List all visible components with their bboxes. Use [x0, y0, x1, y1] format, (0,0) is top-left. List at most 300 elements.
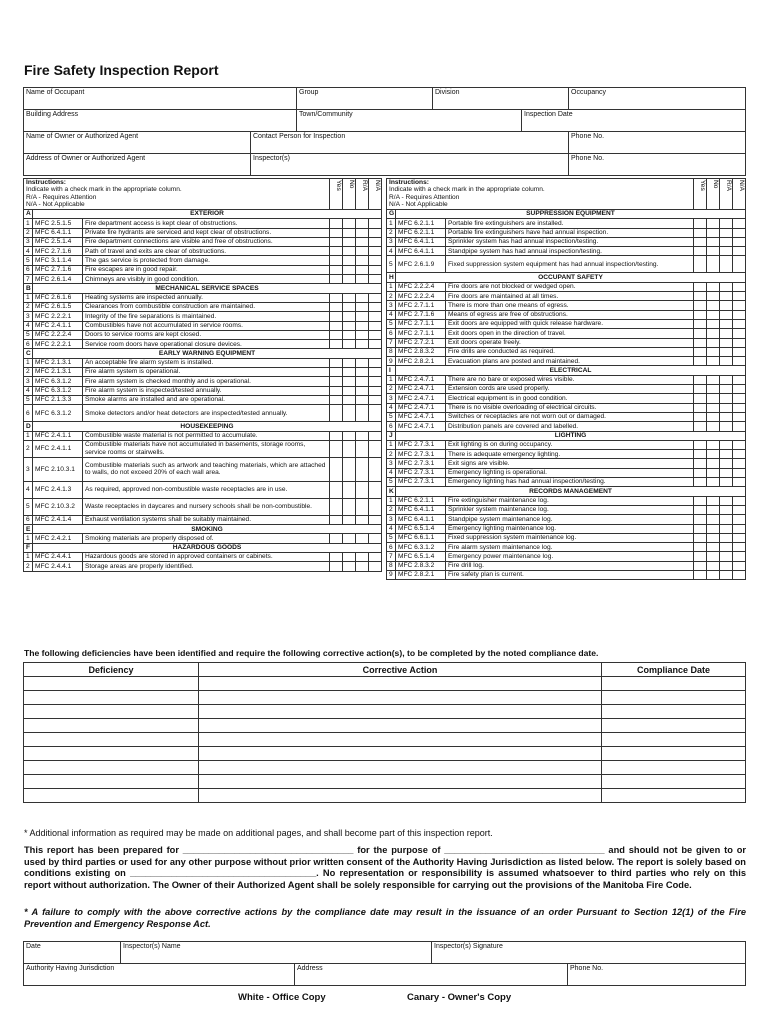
check-box-no[interactable] — [707, 256, 720, 273]
check-box-yes[interactable] — [694, 228, 707, 237]
compliance-date-cell[interactable] — [602, 719, 746, 733]
check-box-no[interactable] — [707, 468, 720, 477]
check-box-ra[interactable] — [356, 228, 369, 237]
check-box-no[interactable] — [343, 358, 356, 367]
check-box-yes[interactable] — [694, 347, 707, 356]
check-box-yes[interactable] — [330, 534, 343, 543]
check-box-ra[interactable] — [356, 340, 369, 349]
check-box-na[interactable] — [733, 247, 746, 256]
check-box-na[interactable] — [733, 505, 746, 514]
authority-field[interactable]: Authority Having Jurisdiction — [24, 964, 295, 986]
check-box-yes[interactable] — [694, 319, 707, 328]
check-box-ra[interactable] — [720, 478, 733, 487]
check-box-na[interactable] — [733, 543, 746, 552]
check-box-no[interactable] — [343, 431, 356, 440]
check-box-ra[interactable] — [356, 440, 369, 457]
check-box-na[interactable] — [733, 219, 746, 228]
checklist-row — [387, 385, 746, 394]
check-box-ra[interactable] — [720, 422, 733, 431]
inspector-signature-field[interactable]: Inspector(s) Signature — [432, 942, 746, 964]
check-box-no[interactable] — [343, 534, 356, 543]
check-box-no[interactable] — [343, 228, 356, 237]
check-box-no[interactable] — [343, 340, 356, 349]
check-box-no[interactable] — [707, 319, 720, 328]
check-box-yes[interactable] — [330, 431, 343, 440]
owner-name-field[interactable]: Name of Owner or Authorized Agent — [24, 132, 251, 154]
check-box-yes[interactable] — [694, 515, 707, 524]
check-box-ra[interactable] — [720, 329, 733, 338]
check-box-ra[interactable] — [720, 219, 733, 228]
group-field[interactable]: Group — [297, 88, 433, 110]
check-box-no[interactable] — [707, 357, 720, 366]
check-box-ra[interactable] — [720, 292, 733, 301]
check-box-yes[interactable] — [694, 450, 707, 459]
check-box-yes[interactable] — [694, 570, 707, 579]
check-box-ra[interactable] — [720, 505, 733, 514]
check-box-ra[interactable] — [720, 310, 733, 319]
check-box-yes[interactable] — [330, 265, 343, 274]
check-box-ra[interactable] — [720, 282, 733, 291]
compliance-date-cell[interactable] — [602, 677, 746, 691]
check-box-no[interactable] — [707, 543, 720, 552]
check-box-no[interactable] — [707, 459, 720, 468]
check-box-no[interactable] — [343, 386, 356, 395]
check-box-no[interactable] — [707, 533, 720, 542]
check-box-na[interactable] — [733, 357, 746, 366]
check-box-yes[interactable] — [330, 256, 343, 265]
compliance-date-cell[interactable] — [602, 733, 746, 747]
check-box-na[interactable] — [733, 422, 746, 431]
check-box-na[interactable] — [733, 282, 746, 291]
check-box-ra[interactable] — [720, 561, 733, 570]
check-box-na[interactable] — [369, 553, 382, 562]
check-box-na[interactable] — [369, 293, 382, 302]
check-box-no[interactable] — [343, 440, 356, 457]
check-box-no[interactable] — [343, 302, 356, 311]
check-box-na[interactable] — [733, 394, 746, 403]
check-box-na[interactable] — [369, 440, 382, 457]
check-box-ra[interactable] — [720, 403, 733, 412]
check-box-yes[interactable] — [694, 496, 707, 505]
check-box-na[interactable] — [369, 247, 382, 256]
check-box-yes[interactable] — [694, 329, 707, 338]
check-box-ra[interactable] — [356, 515, 369, 524]
division-field[interactable]: Division — [433, 88, 569, 110]
item-code: MFC 2.2.2.1 — [33, 340, 83, 349]
check-box-no[interactable] — [707, 338, 720, 347]
item-text: Fire drill log. — [446, 561, 694, 570]
occupancy-field[interactable]: Occupancy — [569, 88, 746, 110]
check-box-no[interactable] — [707, 403, 720, 412]
check-box-yes[interactable] — [694, 561, 707, 570]
check-box-ra[interactable] — [356, 368, 369, 377]
check-box-ra[interactable] — [720, 301, 733, 310]
check-box-ra[interactable] — [720, 570, 733, 579]
compliance-date-cell[interactable] — [602, 775, 746, 789]
corrective-action-cell[interactable] — [199, 775, 602, 789]
check-box-ra[interactable] — [720, 256, 733, 273]
check-box-no[interactable] — [707, 347, 720, 356]
check-box-yes[interactable] — [694, 459, 707, 468]
check-box-yes[interactable] — [694, 338, 707, 347]
owner-address-field[interactable]: Address of Owner or Authorized Agent — [24, 154, 251, 176]
check-box-yes[interactable] — [694, 301, 707, 310]
check-box-ra[interactable] — [356, 312, 369, 321]
check-box-na[interactable] — [733, 228, 746, 237]
check-box-ra[interactable] — [720, 385, 733, 394]
check-box-na[interactable] — [369, 312, 382, 321]
check-box-ra[interactable] — [720, 459, 733, 468]
check-box-no[interactable] — [343, 377, 356, 386]
check-box-na[interactable] — [369, 321, 382, 330]
check-box-yes[interactable] — [694, 237, 707, 246]
check-box-no[interactable] — [343, 237, 356, 246]
deficiency-cell[interactable] — [24, 691, 199, 705]
check-box-ra[interactable] — [356, 377, 369, 386]
check-box-yes[interactable] — [330, 219, 343, 228]
deficiency-cell[interactable] — [24, 719, 199, 733]
check-box-yes[interactable] — [330, 395, 343, 404]
check-box-na[interactable] — [733, 301, 746, 310]
check-box-ra[interactable] — [720, 412, 733, 421]
check-box-ra[interactable] — [720, 515, 733, 524]
check-box-yes[interactable] — [694, 524, 707, 533]
corrective-action-cell[interactable] — [199, 691, 602, 705]
check-box-no[interactable] — [707, 450, 720, 459]
check-box-no[interactable] — [343, 368, 356, 377]
section-title: RECORDS MANAGEMENT — [396, 487, 746, 496]
check-box-no[interactable] — [707, 237, 720, 246]
check-box-no[interactable] — [707, 219, 720, 228]
check-box-no[interactable] — [343, 457, 356, 481]
compliance-date-cell[interactable] — [602, 761, 746, 775]
date-field[interactable]: Date — [24, 942, 121, 964]
check-box-yes[interactable] — [330, 321, 343, 330]
check-box-no[interactable] — [343, 247, 356, 256]
check-box-yes[interactable] — [330, 368, 343, 377]
check-box-na[interactable] — [733, 237, 746, 246]
check-box-ra[interactable] — [720, 394, 733, 403]
check-box-ra[interactable] — [720, 533, 733, 542]
check-box-no[interactable] — [707, 301, 720, 310]
check-box-na[interactable] — [733, 338, 746, 347]
check-box-na[interactable] — [369, 340, 382, 349]
check-box-yes[interactable] — [694, 292, 707, 301]
check-box-no[interactable] — [343, 395, 356, 404]
check-box-yes[interactable] — [694, 310, 707, 319]
check-box-na[interactable] — [733, 515, 746, 524]
check-box-no[interactable] — [707, 552, 720, 561]
check-box-yes[interactable] — [694, 357, 707, 366]
check-box-ra[interactable] — [720, 237, 733, 246]
check-box-ra[interactable] — [356, 562, 369, 571]
check-box-yes[interactable] — [694, 505, 707, 514]
compliance-date-cell[interactable] — [602, 705, 746, 719]
corrective-action-cell[interactable] — [199, 733, 602, 747]
check-box-na[interactable] — [733, 403, 746, 412]
check-box-na[interactable] — [733, 347, 746, 356]
corrective-action-cell[interactable] — [199, 705, 602, 719]
check-box-ra[interactable] — [356, 265, 369, 274]
check-box-ra[interactable] — [720, 347, 733, 356]
check-box-na[interactable] — [369, 481, 382, 498]
inspection-date-field[interactable]: Inspection Date — [522, 110, 746, 132]
check-box-ra[interactable] — [356, 330, 369, 339]
check-box-yes[interactable] — [694, 256, 707, 273]
check-box-ra[interactable] — [720, 543, 733, 552]
check-box-na[interactable] — [369, 330, 382, 339]
check-box-yes[interactable] — [330, 247, 343, 256]
check-box-no[interactable] — [343, 330, 356, 339]
check-box-na[interactable] — [369, 386, 382, 395]
check-box-yes[interactable] — [330, 553, 343, 562]
check-box-yes[interactable] — [694, 375, 707, 384]
check-box-na[interactable] — [369, 256, 382, 265]
check-box-yes[interactable] — [694, 478, 707, 487]
check-box-ra[interactable] — [720, 440, 733, 449]
check-box-ra[interactable] — [356, 237, 369, 246]
corrective-action-cell[interactable] — [199, 719, 602, 733]
check-box-ra[interactable] — [356, 405, 369, 422]
check-box-yes[interactable] — [694, 412, 707, 421]
check-box-na[interactable] — [733, 375, 746, 384]
deficiency-cell[interactable] — [24, 775, 199, 789]
check-box-yes[interactable] — [330, 330, 343, 339]
check-box-ra[interactable] — [356, 247, 369, 256]
check-box-na[interactable] — [369, 562, 382, 571]
check-box-na[interactable] — [733, 329, 746, 338]
check-box-na[interactable] — [733, 440, 746, 449]
check-box-no[interactable] — [707, 247, 720, 256]
check-box-no[interactable] — [343, 405, 356, 422]
check-box-no[interactable] — [707, 310, 720, 319]
check-box-yes[interactable] — [694, 422, 707, 431]
check-box-yes[interactable] — [330, 237, 343, 246]
check-box-ra[interactable] — [720, 552, 733, 561]
check-box-yes[interactable] — [694, 394, 707, 403]
check-box-yes[interactable] — [694, 403, 707, 412]
check-box-no[interactable] — [707, 496, 720, 505]
check-box-na[interactable] — [369, 237, 382, 246]
check-box-na[interactable] — [733, 561, 746, 570]
check-box-yes[interactable] — [330, 515, 343, 524]
check-box-yes[interactable] — [694, 440, 707, 449]
check-box-ra[interactable] — [356, 386, 369, 395]
check-box-yes[interactable] — [330, 440, 343, 457]
name-of-occupant-field[interactable]: Name of Occupant — [24, 88, 297, 110]
item-number: 2 — [24, 562, 33, 571]
check-box-no[interactable] — [707, 282, 720, 291]
deficiency-cell[interactable] — [24, 733, 199, 747]
check-box-yes[interactable] — [694, 219, 707, 228]
deficiency-cell[interactable] — [24, 705, 199, 719]
corrective-action-cell[interactable] — [199, 761, 602, 775]
check-box-yes[interactable] — [330, 358, 343, 367]
check-box-na[interactable] — [733, 468, 746, 477]
inspector-name-field[interactable]: Inspector(s) Name — [121, 942, 432, 964]
inspector-phone-field[interactable]: Phone No. — [569, 154, 746, 176]
check-box-yes[interactable] — [694, 282, 707, 291]
check-box-na[interactable] — [733, 478, 746, 487]
town-community-field[interactable]: Town/Community — [297, 110, 522, 132]
check-box-na[interactable] — [369, 228, 382, 237]
check-box-yes[interactable] — [694, 468, 707, 477]
check-box-na[interactable] — [733, 552, 746, 561]
check-box-ra[interactable] — [356, 481, 369, 498]
check-box-ra[interactable] — [356, 395, 369, 404]
check-box-yes[interactable] — [330, 386, 343, 395]
check-box-ra[interactable] — [720, 357, 733, 366]
check-box-na[interactable] — [733, 450, 746, 459]
check-box-na[interactable] — [369, 368, 382, 377]
check-box-ra[interactable] — [720, 338, 733, 347]
check-box-na[interactable] — [733, 310, 746, 319]
check-box-ra[interactable] — [356, 358, 369, 367]
building-address-field[interactable]: Building Address — [24, 110, 297, 132]
check-box-na[interactable] — [369, 377, 382, 386]
check-box-yes[interactable] — [694, 533, 707, 542]
check-box-na[interactable] — [733, 459, 746, 468]
check-box-no[interactable] — [707, 570, 720, 579]
compliance-date-cell[interactable] — [602, 747, 746, 761]
check-box-ra[interactable] — [356, 457, 369, 481]
check-box-na[interactable] — [733, 524, 746, 533]
check-box-ra[interactable] — [720, 319, 733, 328]
check-box-ra[interactable] — [720, 468, 733, 477]
check-box-no[interactable] — [343, 515, 356, 524]
item-text: Fire alarm system is checked monthly and is operational. — [83, 377, 330, 386]
check-box-na[interactable] — [733, 292, 746, 301]
check-box-no[interactable] — [343, 265, 356, 274]
check-box-ra[interactable] — [720, 524, 733, 533]
check-box-no[interactable] — [707, 329, 720, 338]
check-box-no[interactable] — [707, 505, 720, 514]
corrective-action-cell[interactable] — [199, 747, 602, 761]
check-box-yes[interactable] — [694, 385, 707, 394]
check-box-no[interactable] — [343, 312, 356, 321]
check-box-no[interactable] — [343, 553, 356, 562]
check-box-ra[interactable] — [356, 321, 369, 330]
check-box-no[interactable] — [343, 321, 356, 330]
check-box-no[interactable] — [707, 375, 720, 384]
check-box-yes[interactable] — [330, 457, 343, 481]
check-box-ra[interactable] — [356, 498, 369, 515]
phone-field[interactable]: Phone No. — [568, 964, 746, 986]
check-box-no[interactable] — [343, 219, 356, 228]
deficiency-cell[interactable] — [24, 747, 199, 761]
check-box-ra[interactable] — [720, 496, 733, 505]
check-box-yes[interactable] — [330, 481, 343, 498]
check-box-yes[interactable] — [330, 302, 343, 311]
check-box-yes[interactable] — [330, 275, 343, 284]
check-box-ra[interactable] — [356, 534, 369, 543]
check-box-no[interactable] — [343, 275, 356, 284]
check-box-ra[interactable] — [356, 293, 369, 302]
compliance-date-cell[interactable] — [602, 789, 746, 803]
check-box-na[interactable] — [369, 405, 382, 422]
check-box-na[interactable] — [369, 431, 382, 440]
address-field[interactable]: Address — [295, 964, 568, 986]
check-box-no[interactable] — [343, 562, 356, 571]
check-box-no[interactable] — [707, 422, 720, 431]
check-box-yes[interactable] — [694, 552, 707, 561]
check-box-yes[interactable] — [330, 293, 343, 302]
check-box-no[interactable] — [707, 228, 720, 237]
check-box-na[interactable] — [369, 265, 382, 274]
check-box-na[interactable] — [733, 533, 746, 542]
check-box-na[interactable] — [369, 515, 382, 524]
check-box-na[interactable] — [733, 256, 746, 273]
check-box-no[interactable] — [343, 481, 356, 498]
deficiency-cell[interactable] — [24, 677, 199, 691]
check-box-na[interactable] — [369, 358, 382, 367]
check-box-na[interactable] — [369, 219, 382, 228]
inspectors-field[interactable]: Inspector(s) — [251, 154, 569, 176]
check-box-yes[interactable] — [330, 228, 343, 237]
check-box-no[interactable] — [707, 385, 720, 394]
check-box-ra[interactable] — [356, 256, 369, 265]
check-box-no[interactable] — [707, 478, 720, 487]
deficiency-cell[interactable] — [24, 761, 199, 775]
check-box-ra[interactable] — [720, 247, 733, 256]
check-box-yes[interactable] — [694, 543, 707, 552]
check-box-yes[interactable] — [330, 562, 343, 571]
check-box-no[interactable] — [707, 412, 720, 421]
check-box-na[interactable] — [369, 498, 382, 515]
check-box-no[interactable] — [707, 515, 720, 524]
check-box-no[interactable] — [707, 561, 720, 570]
check-box-na[interactable] — [733, 412, 746, 421]
check-box-ra[interactable] — [720, 375, 733, 384]
check-box-na[interactable] — [369, 275, 382, 284]
check-box-na[interactable] — [369, 302, 382, 311]
check-box-no[interactable] — [707, 524, 720, 533]
check-box-no[interactable] — [707, 394, 720, 403]
check-box-yes[interactable] — [694, 247, 707, 256]
check-box-ra[interactable] — [356, 431, 369, 440]
check-box-no[interactable] — [707, 292, 720, 301]
check-box-na[interactable] — [733, 319, 746, 328]
check-box-na[interactable] — [733, 385, 746, 394]
check-box-ra[interactable] — [356, 553, 369, 562]
check-box-yes[interactable] — [330, 405, 343, 422]
check-box-ra[interactable] — [356, 219, 369, 228]
check-box-na[interactable] — [733, 496, 746, 505]
check-box-no[interactable] — [343, 293, 356, 302]
check-box-ra[interactable] — [720, 228, 733, 237]
check-box-na[interactable] — [369, 457, 382, 481]
corrective-action-cell[interactable] — [199, 677, 602, 691]
check-box-yes[interactable] — [330, 340, 343, 349]
check-box-no[interactable] — [707, 440, 720, 449]
check-box-no[interactable] — [343, 498, 356, 515]
check-box-na[interactable] — [733, 570, 746, 579]
check-box-yes[interactable] — [330, 498, 343, 515]
corrective-action-cell[interactable] — [199, 789, 602, 803]
check-box-ra[interactable] — [356, 275, 369, 284]
contact-person-field[interactable]: Contact Person for Inspection — [251, 132, 569, 154]
check-box-yes[interactable] — [330, 312, 343, 321]
check-box-ra[interactable] — [720, 450, 733, 459]
check-box-no[interactable] — [343, 256, 356, 265]
compliance-date-cell[interactable] — [602, 691, 746, 705]
check-box-na[interactable] — [369, 395, 382, 404]
check-box-yes[interactable] — [330, 377, 343, 386]
deficiency-cell[interactable] — [24, 789, 199, 803]
owner-phone-field[interactable]: Phone No. — [569, 132, 746, 154]
check-box-ra[interactable] — [356, 302, 369, 311]
check-box-na[interactable] — [369, 534, 382, 543]
